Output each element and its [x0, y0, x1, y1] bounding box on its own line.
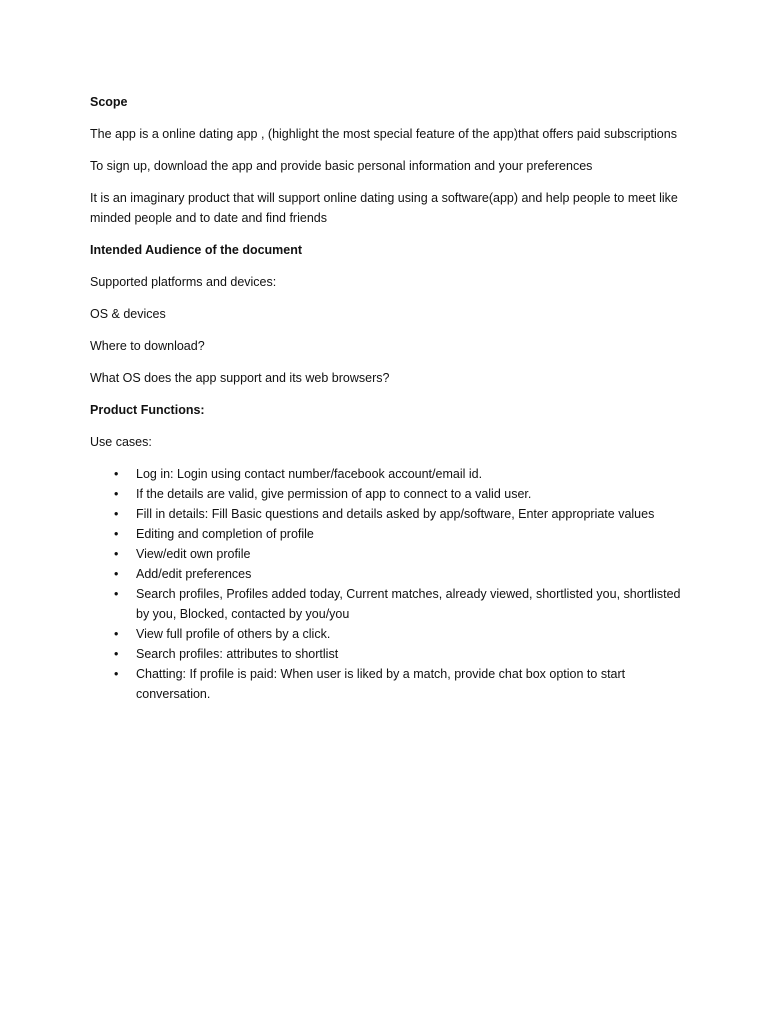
bullet-icon: •: [114, 587, 119, 601]
list-item: [90, 524, 690, 544]
list-item-text: Search profiles, Profiles added today, Current matches, already viewed, shortlisted you, shortlisted by you, Blocked, contacted by you/you: [136, 587, 681, 621]
list-item: [90, 504, 690, 524]
bullet-icon: •: [114, 467, 119, 481]
use-case-list: [90, 464, 690, 704]
heading-intended-audience: Intended Audience of the document: [90, 243, 303, 257]
paragraph-where-to-download: Where to download?: [90, 339, 205, 353]
document-body: [90, 92, 690, 704]
list-item-text: Fill in details: Fill Basic questions and details asked by app/software, Enter appropriate values: [136, 507, 655, 521]
list-item-text: Search profiles: attributes to shortlist: [136, 647, 339, 661]
list-item: [90, 464, 690, 484]
paragraph-imaginary-product: It is an imaginary product that will support online dating using a software(app) and help people to meet like minded people and to date and find friends: [90, 191, 678, 225]
paragraph-os-devices: OS & devices: [90, 307, 166, 321]
paragraph-app-description: The app is a online dating app , (highlight the most special feature of the app)that offers paid subscriptions: [90, 127, 677, 141]
list-item: [90, 624, 690, 644]
paragraph-use-cases: Use cases:: [90, 435, 152, 449]
list-item-text: Add/edit preferences: [136, 567, 252, 581]
list-item-text: View/edit own profile: [136, 547, 251, 561]
list-item: [90, 564, 690, 584]
bullet-icon: •: [114, 667, 119, 681]
list-item-text: View full profile of others by a click.: [136, 627, 331, 641]
bullet-icon: •: [114, 627, 119, 641]
paragraph-what-os: What OS does the app support and its web browsers?: [90, 371, 390, 385]
paragraph-sign-up: To sign up, download the app and provide basic personal information and your preferences: [90, 159, 593, 173]
list-item-text: Editing and completion of profile: [136, 527, 314, 541]
heading-scope: Scope: [90, 95, 128, 109]
list-item: [90, 664, 690, 704]
list-item-text: Log in: Login using contact number/facebook account/email id.: [136, 467, 483, 481]
bullet-icon: •: [114, 647, 119, 661]
bullet-icon: •: [114, 527, 119, 541]
list-item: [90, 584, 690, 624]
bullet-icon: •: [114, 547, 119, 561]
bullet-icon: •: [114, 567, 119, 581]
list-item: [90, 544, 690, 564]
list-item-text: If the details are valid, give permission of app to connect to a valid user.: [136, 487, 532, 501]
list-item-text: Chatting: If profile is paid: When user is liked by a match, provide chat box option to start conversation.: [136, 667, 626, 701]
bullet-icon: •: [114, 507, 119, 521]
paragraph-supported-platforms: Supported platforms and devices:: [90, 275, 277, 289]
heading-product-functions: Product Functions:: [90, 403, 205, 417]
list-item: [90, 484, 690, 504]
list-item: [90, 644, 690, 664]
bullet-icon: •: [114, 487, 119, 501]
